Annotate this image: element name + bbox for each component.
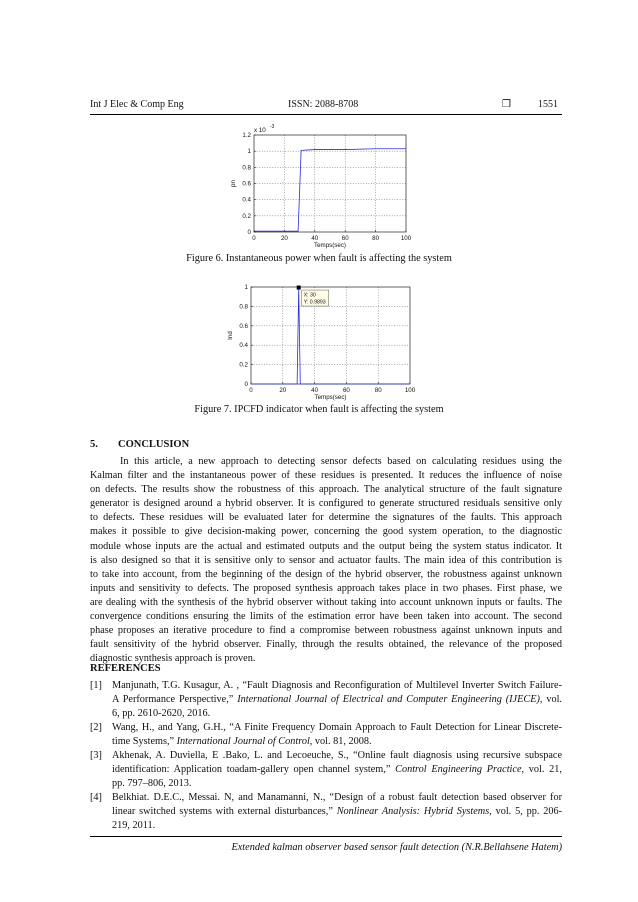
x-tick-label: 0 (252, 235, 256, 242)
reference-line: Manjunath, T.G. Kusagur, A. , “Fault Diagnosis and Reconfiguration of Multilevel Inverter Switch Failure- (112, 680, 562, 691)
x-tick-label: 100 (404, 387, 416, 394)
section-title: CONCLUSION (118, 439, 190, 450)
y-tick-label: 0 (244, 381, 248, 388)
conclusion-line: fault sensitivity of the hybrid observer. Finally, through the results obtained, the relevance of the proposed (90, 639, 562, 651)
y-tick-label: 1 (247, 148, 251, 156)
reference-text: , vol. 5, pp. 206- (489, 806, 562, 818)
reference-number: [4] (90, 792, 102, 803)
x-tick-label: 20 (279, 387, 287, 394)
conclusion-line: convergence conditions ensuring the limits of the estimation error have been taken into account. The second (90, 611, 562, 623)
reference-text: time Systems,” (112, 736, 177, 748)
y-tick-label: 1.2 (242, 132, 251, 139)
axis-scale-exponent: -3 (270, 124, 275, 130)
conclusion-line: to defects. These residues will be evaluated later for determine the signatures of the faults. This approach (90, 512, 562, 524)
reference-text: , vol. 21, (521, 764, 562, 776)
y-tick-label: 0.2 (242, 212, 251, 220)
references-title: REFERENCES (90, 663, 161, 674)
reference-number: [1] (90, 680, 102, 691)
conclusion-line: to take into account, from the beginning of the design of the hybrid observer, the robustness against unknown (90, 568, 562, 580)
section-number: 5. (90, 439, 98, 450)
figure-7-caption: Figure 7. IPCFD indicator when fault is affecting the system (194, 404, 444, 415)
reference-line (112, 693, 562, 707)
x-tick-label: 0 (249, 387, 253, 394)
y-tick-label: 1 (244, 284, 248, 291)
conclusion-line: on defects. The results show the robustness of this approach. The analytical structure of the fault signature (90, 484, 562, 496)
conclusion-paragraph (90, 455, 562, 666)
y-axis-label: Ind (227, 331, 234, 340)
reference-text: identification: Application toadam-gallery open channel system,” (112, 764, 396, 776)
header-rule (90, 114, 562, 115)
datatip-marker (297, 286, 301, 290)
reference-number: [2] (90, 722, 102, 733)
x-tick-label: 20 (280, 235, 288, 242)
axis-scale-label: x 10 (254, 127, 266, 134)
datatip-y-label: Y: 0.9893 (303, 299, 326, 306)
y-tick-label: 0.8 (242, 164, 251, 172)
figure-7-chart (222, 280, 422, 402)
y-tick-label: 0.4 (239, 342, 248, 350)
reference-line: Belkhiat. D.E.C., Messai. N, and Manamanni, N., “Design of a robust fault detection based observer for (112, 792, 562, 803)
x-tick-label: 80 (372, 235, 380, 242)
x-tick-label: 100 (400, 235, 412, 242)
reference-line (112, 735, 562, 749)
conclusion-line: inputs and sensitivity to defects. The proposed synthesis approach takes place in two phases. First phase, we (90, 582, 562, 594)
reference-line (112, 805, 562, 819)
reference-journal: Nonlinear Analysis: Hybrid Systems (336, 806, 490, 818)
reference-item (90, 721, 562, 749)
reference-item (90, 749, 562, 791)
conclusion-line: are dealing with the synthesis of the hybrid observer without taking into account unknown inputs or faults. The (90, 596, 562, 608)
conclusion-line: diagnostic synthesis approach is proven. (90, 653, 256, 665)
running-header-journal: Int J Elec & Comp Eng (90, 99, 184, 110)
reference-line (112, 763, 562, 777)
reference-text: , vol. (539, 694, 562, 706)
footer-text: Extended kalman observer based sensor fault detection (N.R.Bellahsene Hatem) (231, 842, 562, 853)
plot-area (251, 287, 410, 384)
conclusion-line: Kalman filter and the instantaneous power of these residues is presented. It reduces the influence of noise (90, 470, 562, 482)
reference-item (90, 791, 562, 833)
reference-text: , vol. 81, 2008. (309, 736, 372, 748)
x-tick-label: 60 (341, 235, 349, 242)
conclusion-line: module whose inputs are the actual and estimated outputs and the output being the system status indicator. It (90, 540, 562, 552)
conclusion-line: In this article, a new approach to detecting sensor defects based on calculating residues using the (120, 456, 562, 467)
reference-text: linear switched systems with external disturbances,” (112, 806, 337, 818)
reference-line: pp. 797–806, 2013. (112, 778, 192, 790)
conclusion-line: phase proposes an iterative procedure to find a compromise between robustness against unknown inputs and (90, 625, 562, 637)
conclusion-line: generator is designed around a hybrid observer. It is configured to generate structured residuals sensitive only (90, 498, 562, 510)
reference-line: Akhenak, A. Duviella, E .Bako, L. and Lecoeuche, S., “Online fault diagnosis using recursive subspace (112, 750, 562, 761)
x-tick-label: 40 (311, 235, 319, 242)
y-tick-label: 0 (247, 229, 251, 236)
y-tick-label: 0.6 (242, 180, 251, 188)
reference-journal: International Journal of Control (176, 736, 310, 748)
figure-6-caption: Figure 6. Instantaneous power when fault is affecting the system (186, 253, 452, 264)
reference-journal: Control Engineering Practice (395, 764, 522, 776)
x-axis-label: Temps(sec) (314, 394, 347, 401)
x-tick-label: 60 (342, 387, 350, 394)
x-tick-label: 80 (374, 387, 382, 394)
reference-line: 219, 2011. (112, 820, 156, 832)
footer-rule (90, 836, 562, 837)
y-tick-label: 0.4 (242, 196, 251, 204)
header-box-symbol: ❒ (502, 99, 511, 110)
conclusion-line: is also designed so that it is sensitive only to sensor and actuator faults. The main idea of this contribution is (90, 554, 562, 566)
running-header-issn: ISSN: 2088-8708 (288, 99, 359, 110)
reference-line: Wang, H., and Yang, G.H., “A Finite Frequency Domain Approach to Fault Detection for Linear Discrete- (112, 722, 562, 733)
figure-6-chart (222, 118, 422, 252)
y-axis-label: pn (230, 180, 237, 187)
datatip-x-label: X: 30 (303, 292, 316, 299)
y-tick-label: 0.6 (239, 322, 248, 330)
reference-journal: International Journal of Electrical and Computer Engineering (IJECE) (237, 694, 540, 706)
conclusion-line: makes it possible to give decision-making power, concerning the good system operation, to the diagnostic (90, 526, 562, 538)
y-tick-label: 0.8 (239, 303, 248, 311)
x-tick-label: 40 (311, 387, 319, 394)
page-number: 1551 (538, 99, 558, 110)
reference-text: A Performance Perspective,” (112, 694, 238, 706)
reference-line: 6, pp. 2610-2620, 2016. (112, 708, 211, 720)
y-tick-label: 0.2 (239, 361, 248, 369)
x-axis-label: Temps(sec) (314, 242, 346, 249)
reference-number: [3] (90, 750, 102, 761)
reference-item (90, 679, 562, 721)
